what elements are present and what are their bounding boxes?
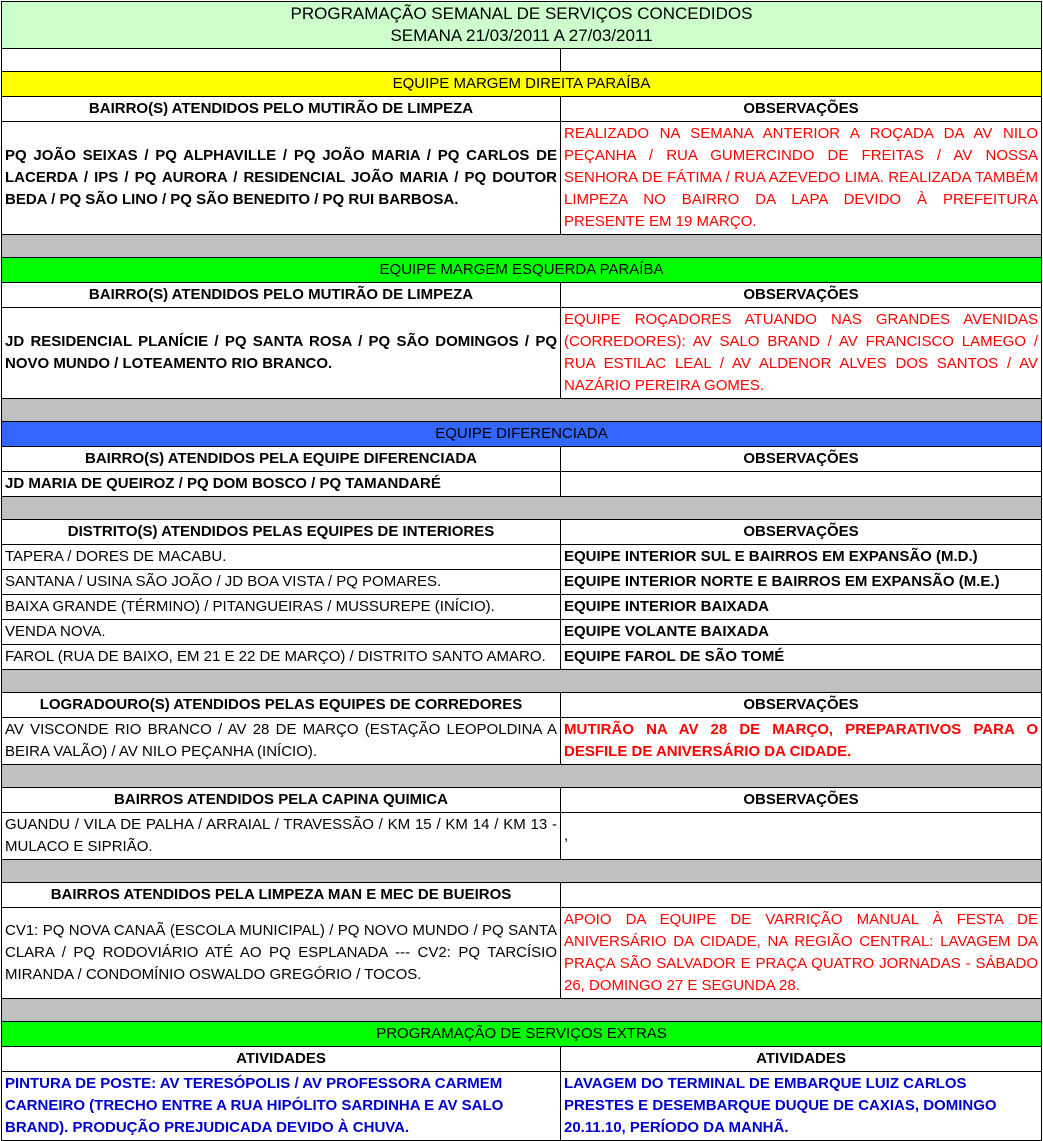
margem-direita-header: EQUIPE MARGEM DIREITA PARAÍBA: [2, 72, 1042, 97]
column-header-bueiros: BAIRROS ATENDIDOS PELA LIMPEZA MAN E MEC DE BUEIROS: [2, 883, 561, 908]
column-header-distritos: DISTRITO(S) ATENDIDOS PELAS EQUIPES DE INTERIORES: [2, 520, 561, 545]
weekly-services-sheet: [1, 1, 1042, 1141]
diferenciada-header: EQUIPE DIFERENCIADA: [2, 422, 1042, 447]
distritos-cell: TAPERA / DORES DE MACABU.: [2, 545, 561, 570]
separator: [2, 235, 1042, 258]
separator: [2, 670, 1042, 693]
column-header-bairros: BAIRRO(S) ATENDIDOS PELO MUTIRÃO DE LIMPEZA: [2, 283, 561, 308]
capina-bairros: GUANDU / VILA DE PALHA / ARRAIAL / TRAVESSÃO / KM 15 / KM 14 / KM 13 - MULACO E SIPRIÃO.: [2, 813, 561, 860]
sheet-title: [2, 2, 1042, 49]
title-line-2: SEMANA 21/03/2011 A 27/03/2011: [390, 26, 653, 45]
margem-direita-obs: REALIZADO NA SEMANA ANTERIOR A ROÇADA DA AV NILO PEÇANHA / RUA GUMERCINDO DE FREITAS / AV NOSSA SENHORA DE FÁTIMA / RUA AZEVEDO LIMA. REALIZADA TAMBÉM LIMPEZA NO BAIRRO DA LAPA DEVIDO À PREFEITURA PRESENTE EM 19 MARÇO.: [561, 122, 1042, 235]
blank-cell: [561, 49, 1042, 72]
distritos-cell: VENDA NOVA.: [2, 620, 561, 645]
column-header-observacoes: OBSERVAÇÕES: [561, 520, 1042, 545]
table-row: [2, 570, 1042, 595]
column-header-observacoes: OBSERVAÇÕES: [561, 693, 1042, 718]
column-header-logradouros: LOGRADOURO(S) ATENDIDOS PELAS EQUIPES DE CORREDORES: [2, 693, 561, 718]
margem-esquerda-obs: EQUIPE ROÇADORES ATUANDO NAS GRANDES AVENIDAS (CORREDORES): AV SALO BRAND / AV FRANCISCO LAMEGO / RUA ESTILAC LEAL / AV ALDENOR ALVES DOS SANTOS / AV NAZÁRIO PEREIRA GOMES.: [561, 308, 1042, 399]
separator: [2, 399, 1042, 422]
equipe-cell: EQUIPE INTERIOR NORTE E BAIRROS EM EXPANSÃO (M.E.): [561, 570, 1042, 595]
distritos-cell: BAIXA GRANDE (TÉRMINO) / PITANGUEIRAS / MUSSUREPE (INÍCIO).: [2, 595, 561, 620]
equipe-cell: EQUIPE INTERIOR SUL E BAIRROS EM EXPANSÃO (M.D.): [561, 545, 1042, 570]
column-header-atividades: ATIVIDADES: [561, 1047, 1042, 1072]
equipe-cell: EQUIPE VOLANTE BAIXADA: [561, 620, 1042, 645]
column-header-observacoes: OBSERVAÇÕES: [561, 97, 1042, 122]
column-header-bairros: BAIRRO(S) ATENDIDOS PELA EQUIPE DIFERENCIADA: [2, 447, 561, 472]
extras-atividade-2: LAVAGEM DO TERMINAL DE EMBARQUE LUIZ CARLOS PRESTES E DESEMBARQUE DUQUE DE CAXIAS, DOMINGO 20.11.10, PERÍODO DA MANHÃ.: [561, 1072, 1042, 1141]
diferenciada-bairros: JD MARIA DE QUEIROZ / PQ DOM BOSCO / PQ TAMANDARÉ: [2, 472, 561, 497]
blank-row: [2, 49, 1042, 72]
separator: [2, 999, 1042, 1022]
bueiros-bairros: CV1: PQ NOVA CANAÃ (ESCOLA MUNICIPAL) / PQ NOVO MUNDO / PQ SANTA CLARA / PQ RODOVIÁRIO ATÉ AO PQ ESPLANADA --- CV2: PQ TARCÍSIO MIRANDA / CONDOMÍNIO OSWALDO GREGÓRIO / TOCOS.: [2, 908, 561, 999]
column-header-bairros: BAIRRO(S) ATENDIDOS PELO MUTIRÃO DE LIMPEZA: [2, 97, 561, 122]
equipe-cell: EQUIPE INTERIOR BAIXADA: [561, 595, 1042, 620]
column-header-atividades: ATIVIDADES: [2, 1047, 561, 1072]
separator: [2, 860, 1042, 883]
margem-esquerda-header: EQUIPE MARGEM ESQUERDA PARAÍBA: [2, 258, 1042, 283]
extras-atividade-1: PINTURA DE POSTE: AV TERESÓPOLIS / AV PROFESSORA CARMEM CARNEIRO (TRECHO ENTRE A RUA HIPÓLITO SARDINHA E AV SALO BRAND). PRODUÇÃO PREJUDICADA DEVIDO À CHUVA.: [2, 1072, 561, 1141]
equipe-cell: EQUIPE FAROL DE SÃO TOMÉ: [561, 645, 1042, 670]
separator: [2, 497, 1042, 520]
column-header-capina: BAIRROS ATENDIDOS PELA CAPINA QUIMICA: [2, 788, 561, 813]
capina-obs: ,: [561, 813, 1042, 860]
column-header-observacoes: OBSERVAÇÕES: [561, 283, 1042, 308]
extras-header: PROGRAMAÇÃO DE SERVIÇOS EXTRAS: [2, 1022, 1042, 1047]
column-header-observacoes: OBSERVAÇÕES: [561, 788, 1042, 813]
title-row: [2, 2, 1042, 49]
distritos-cell: SANTANA / USINA SÃO JOÃO / JD BOA VISTA / PQ POMARES.: [2, 570, 561, 595]
bueiros-obs: APOIO DA EQUIPE DE VARRIÇÃO MANUAL À FESTA DE ANIVERSÁRIO DA CIDADE, NA REGIÃO CENTRAL: LAVAGEM DA PRAÇA SÃO SALVADOR E PRAÇA QUATRO JORNADAS - SÁBADO 26, DOMINGO 27 E SEGUNDA 28.: [561, 908, 1042, 999]
separator: [2, 765, 1042, 788]
table-row: [2, 645, 1042, 670]
table-row: [2, 620, 1042, 645]
distritos-cell: FAROL (RUA DE BAIXO, EM 21 E 22 DE MARÇO) / DISTRITO SANTO AMARO.: [2, 645, 561, 670]
table-row: [2, 545, 1042, 570]
corredores-obs: MUTIRÃO NA AV 28 DE MARÇO, PREPARATIVOS PARA O DESFILE DE ANIVERSÁRIO DA CIDADE.: [561, 718, 1042, 765]
corredores-logradouros: AV VISCONDE RIO BRANCO / AV 28 DE MARÇO (ESTAÇÃO LEOPOLDINA A BEIRA VALÃO) / AV NILO PEÇANHA (INÍCIO).: [2, 718, 561, 765]
margem-esquerda-bairros: JD RESIDENCIAL PLANÍCIE / PQ SANTA ROSA / PQ SÃO DOMINGOS / PQ NOVO MUNDO / LOTEAMENTO RIO BRANCO.: [2, 308, 561, 399]
title-line-1: PROGRAMAÇÃO SEMANAL DE SERVIÇOS CONCEDIDOS: [290, 4, 753, 23]
blank-cell: [2, 49, 561, 72]
column-header-observacoes: OBSERVAÇÕES: [561, 447, 1042, 472]
column-header-bueiros-obs: [561, 883, 1042, 908]
diferenciada-obs: [561, 472, 1042, 497]
margem-direita-bairros: PQ JOÃO SEIXAS / PQ ALPHAVILLE / PQ JOÃO MARIA / PQ CARLOS DE LACERDA / IPS / PQ AURORA / RESIDENCIAL JOÃO MARIA / PQ DOUTOR BEDA / PQ SÃO LINO / PQ SÃO BENEDITO / PQ RUI BARBOSA.: [2, 122, 561, 235]
table-row: [2, 595, 1042, 620]
